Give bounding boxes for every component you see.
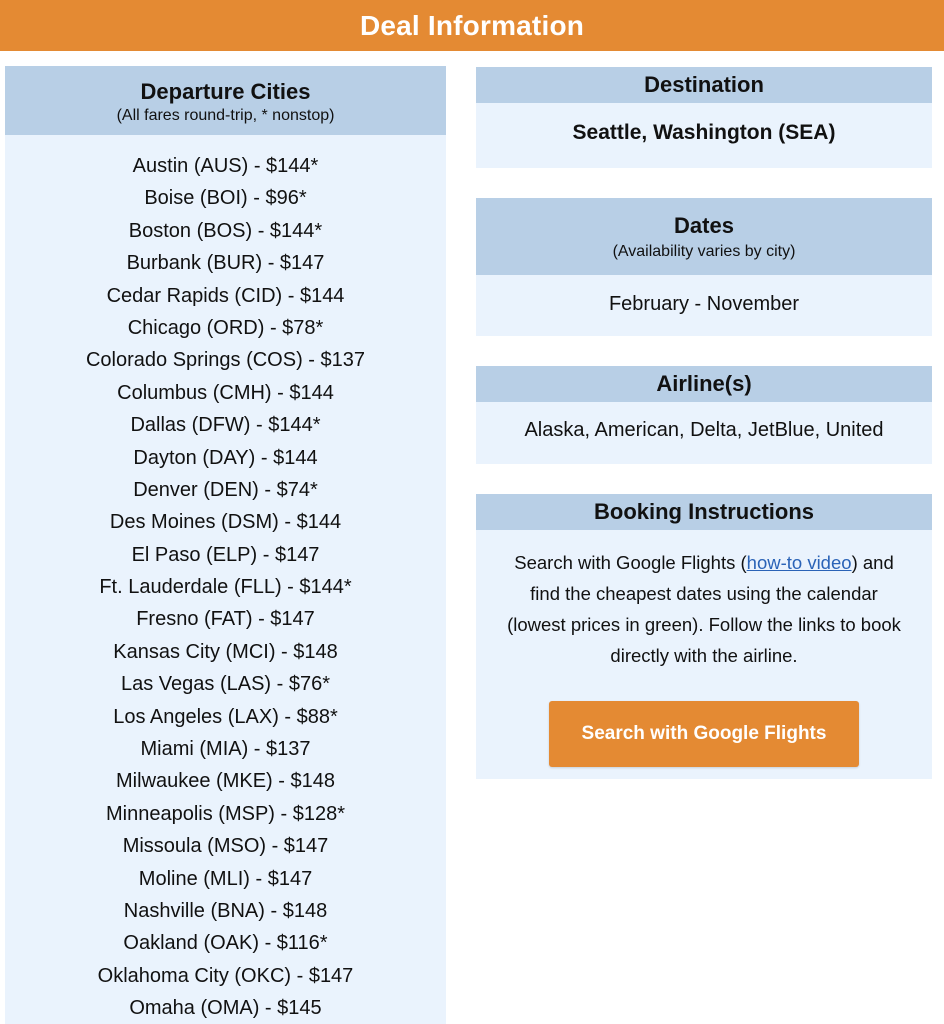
departure-city-item: Columbus (CMH) - $144 — [117, 381, 334, 404]
deal-info-banner — [0, 0, 944, 51]
departure-city-list — [5, 135, 446, 1024]
departure-city-item: Austin (AUS) - $144* — [132, 155, 319, 177]
destination-title: Destination — [644, 72, 764, 97]
airlines-header — [476, 366, 932, 402]
dates-subtitle: (Availability varies by city) — [612, 242, 796, 260]
destination-panel — [476, 67, 932, 168]
departure-city-item: Fresno (FAT) - $147 — [136, 608, 315, 631]
departure-city-item: Boston (BOS) - $144* — [128, 219, 323, 242]
departure-city-item: Cedar Rapids (CID) - $144 — [106, 284, 345, 307]
departure-city-item: Des Moines (DSM) - $144 — [109, 511, 342, 534]
dates-header — [476, 198, 932, 275]
departure-city-item: Moline (MLI) - $147 — [138, 867, 313, 890]
airlines-panel — [476, 366, 932, 464]
booking-instructions-text — [476, 530, 932, 671]
departure-city-item: Kansas City (MCI) - $148 — [113, 640, 338, 663]
booking-instructions-header — [476, 494, 932, 530]
departure-city-item: El Paso (ELP) - $147 — [131, 543, 320, 566]
dates-panel — [476, 198, 932, 336]
departure-city-item: Denver (DEN) - $74* — [133, 478, 318, 501]
departure-city-item: Boise (BOI) - $96* — [144, 187, 307, 210]
destination-value: Seattle, Washington (SEA) — [572, 121, 836, 144]
departure-city-item: Burbank (BUR) - $147 — [126, 252, 325, 275]
departure-city-item: Minneapolis (MSP) - $128* — [106, 802, 345, 825]
airlines-title: Airline(s) — [656, 371, 752, 396]
airlines-value: Alaska, American, Delta, JetBlue, United — [524, 419, 884, 441]
departure-cities-title: Departure Cities — [140, 78, 311, 104]
departure-city-item: Las Vegas (LAS) - $76* — [120, 673, 330, 696]
search-google-flights-button[interactable]: Search with Google Flights — [549, 701, 859, 767]
booking-instructions-panel — [476, 494, 932, 779]
departure-city-item: Ft. Lauderdale (FLL) - $144* — [99, 576, 352, 599]
how-to-video-link[interactable]: how-to video — [746, 552, 852, 573]
departure-city-item: Omaha (OMA) - $145 — [129, 997, 322, 1020]
departure-city-item: Dayton (DAY) - $144 — [133, 446, 318, 469]
departure-city-item: Dallas (DFW) - $144* — [130, 414, 321, 437]
departure-cities-subtitle: (All fares round-trip, * nonstop) — [116, 106, 335, 124]
departure-city-item: Missoula (MSO) - $147 — [122, 835, 329, 858]
departure-city-item: Los Angeles (LAX) - $88* — [113, 705, 338, 728]
departure-city-item: Colorado Springs (COS) - $137 — [85, 349, 365, 372]
departure-city-item: Milwaukee (MKE) - $148 — [116, 770, 335, 793]
booking-text-before-link: Search with Google Flights ( — [514, 552, 747, 573]
dates-value: February - November — [608, 293, 800, 315]
destination-header — [476, 67, 932, 103]
departure-city-item: Oklahoma City (OKC) - $147 — [97, 964, 354, 987]
departure-city-item: Oakland (OAK) - $116* — [123, 932, 328, 955]
departure-city-item: Chicago (ORD) - $78* — [127, 316, 324, 339]
departure-city-item: Miami (MIA) - $137 — [140, 738, 311, 761]
departure-cities-header — [5, 66, 446, 135]
booking-text-after-link: ) and find the cheapest dates using the calendar (lowest prices in green). Follow the links to book directly with the airline. — [507, 552, 901, 666]
page-title: Deal Information — [359, 9, 585, 41]
departure-city-item: Nashville (BNA) - $148 — [123, 899, 328, 922]
dates-title: Dates — [674, 212, 734, 238]
departure-cities-panel — [5, 66, 446, 1024]
booking-instructions-title: Booking Instructions — [594, 499, 814, 524]
